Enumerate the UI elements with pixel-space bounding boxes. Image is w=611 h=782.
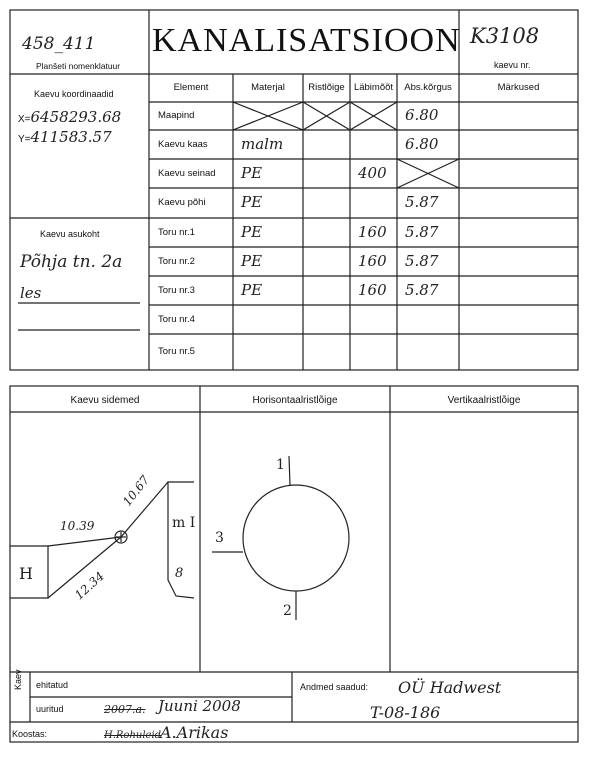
house-label: H [19,564,33,583]
links-header: Kaevu sidemed [70,395,140,406]
coordinates-label: Kaevu koordinaadid [34,89,114,99]
location-line2: les [20,284,42,302]
row-diameter-value: 400 [358,163,387,182]
row-diameter-value: 160 [358,251,387,270]
x-coordinate [18,108,121,126]
row-material-value: PE [241,193,263,211]
horizontal-header: Horisontaalristlõige [252,395,338,406]
data-source-code: T-08-186 [370,703,441,722]
location-label: Kaevu asukoht [40,229,100,239]
row-abs-value: 6.80 [405,106,439,124]
y-coordinate [18,128,112,146]
row-abs-value: 5.87 [405,280,439,299]
column-header: Element [173,82,209,93]
row-diameter-value: 160 [358,222,387,241]
page-title: KANALISATSIOON [152,22,461,59]
nomenclature-value: 458_411 [22,34,96,54]
row-abs-value: 5.87 [405,222,439,241]
column-header: Materjal [251,82,285,93]
measured-struck: 2007.a. [104,703,146,716]
well-number-label: kaevu nr. [494,60,531,70]
y-prefix: Y= [18,134,31,145]
column-header: Läbimõõt [353,82,394,93]
row-element-label: Toru nr.5 [158,346,195,357]
pipe-label-3: 3 [215,530,224,546]
horizontal-section-sketch [212,456,349,620]
row-element-label: Toru nr.4 [158,313,195,325]
row-element-label: Toru nr.1 [158,226,195,238]
measured-label: uuritud [36,704,64,714]
compiled-value: A.Arikas [160,723,229,742]
row-abs-value: 5.87 [405,251,439,270]
row-material-value: PE [241,222,263,241]
x-prefix: X= [18,114,31,125]
built-label: ehitatud [36,680,69,690]
column-header: Märkused [497,82,540,93]
row-material-value: PE [241,163,263,182]
column-header: Abs.kõrgus [404,82,452,93]
distance-label-1: 10.39 [60,519,95,533]
x-value: 6458293.68 [30,108,122,126]
column-header: Ristlõige [308,82,345,93]
nomenclature-label: Planšeti nomenklatuur [36,61,121,71]
well-side-label: Kaev [13,669,23,690]
row-element-label: Kaevu seinad [158,167,216,179]
building-label: m I [172,515,196,531]
pipe-label-1: 1 [276,457,285,473]
row-element-label: Toru nr.2 [158,255,195,267]
compiled-struck: H.Rohuleid [104,730,162,741]
compiled-label: Koostas: [12,729,48,739]
row-abs-value: 5.87 [405,193,439,211]
distance-label-2: 10.67 [120,472,153,509]
measured-value: Juuni 2008 [158,697,241,715]
row-diameter-value: 160 [358,280,387,299]
distance-label-3: 12.34 [72,569,107,603]
row-material-value: malm [241,134,284,153]
row-element-label: Toru nr.3 [158,284,195,296]
row-element-label: Kaevu põhi [158,197,206,208]
pipe-label-2: 2 [283,603,292,619]
data-source-value: OÜ Hadwest [398,678,502,697]
row-element-label: Maapind [158,110,195,121]
row-material-value: PE [241,251,263,270]
vertical-header: Vertikaalristlõige [447,395,521,406]
row-element-label: Kaevu kaas [158,138,208,150]
well-number: K3108 [470,24,540,48]
y-value: 411583.57 [30,128,112,146]
row-material-value: PE [241,280,263,299]
building-label-2: 8 [175,566,184,581]
data-source-label: Andmed saadud: [300,682,369,692]
location-line1: Põhja tn. 2a [20,252,123,272]
row-abs-value: 6.80 [405,134,439,153]
